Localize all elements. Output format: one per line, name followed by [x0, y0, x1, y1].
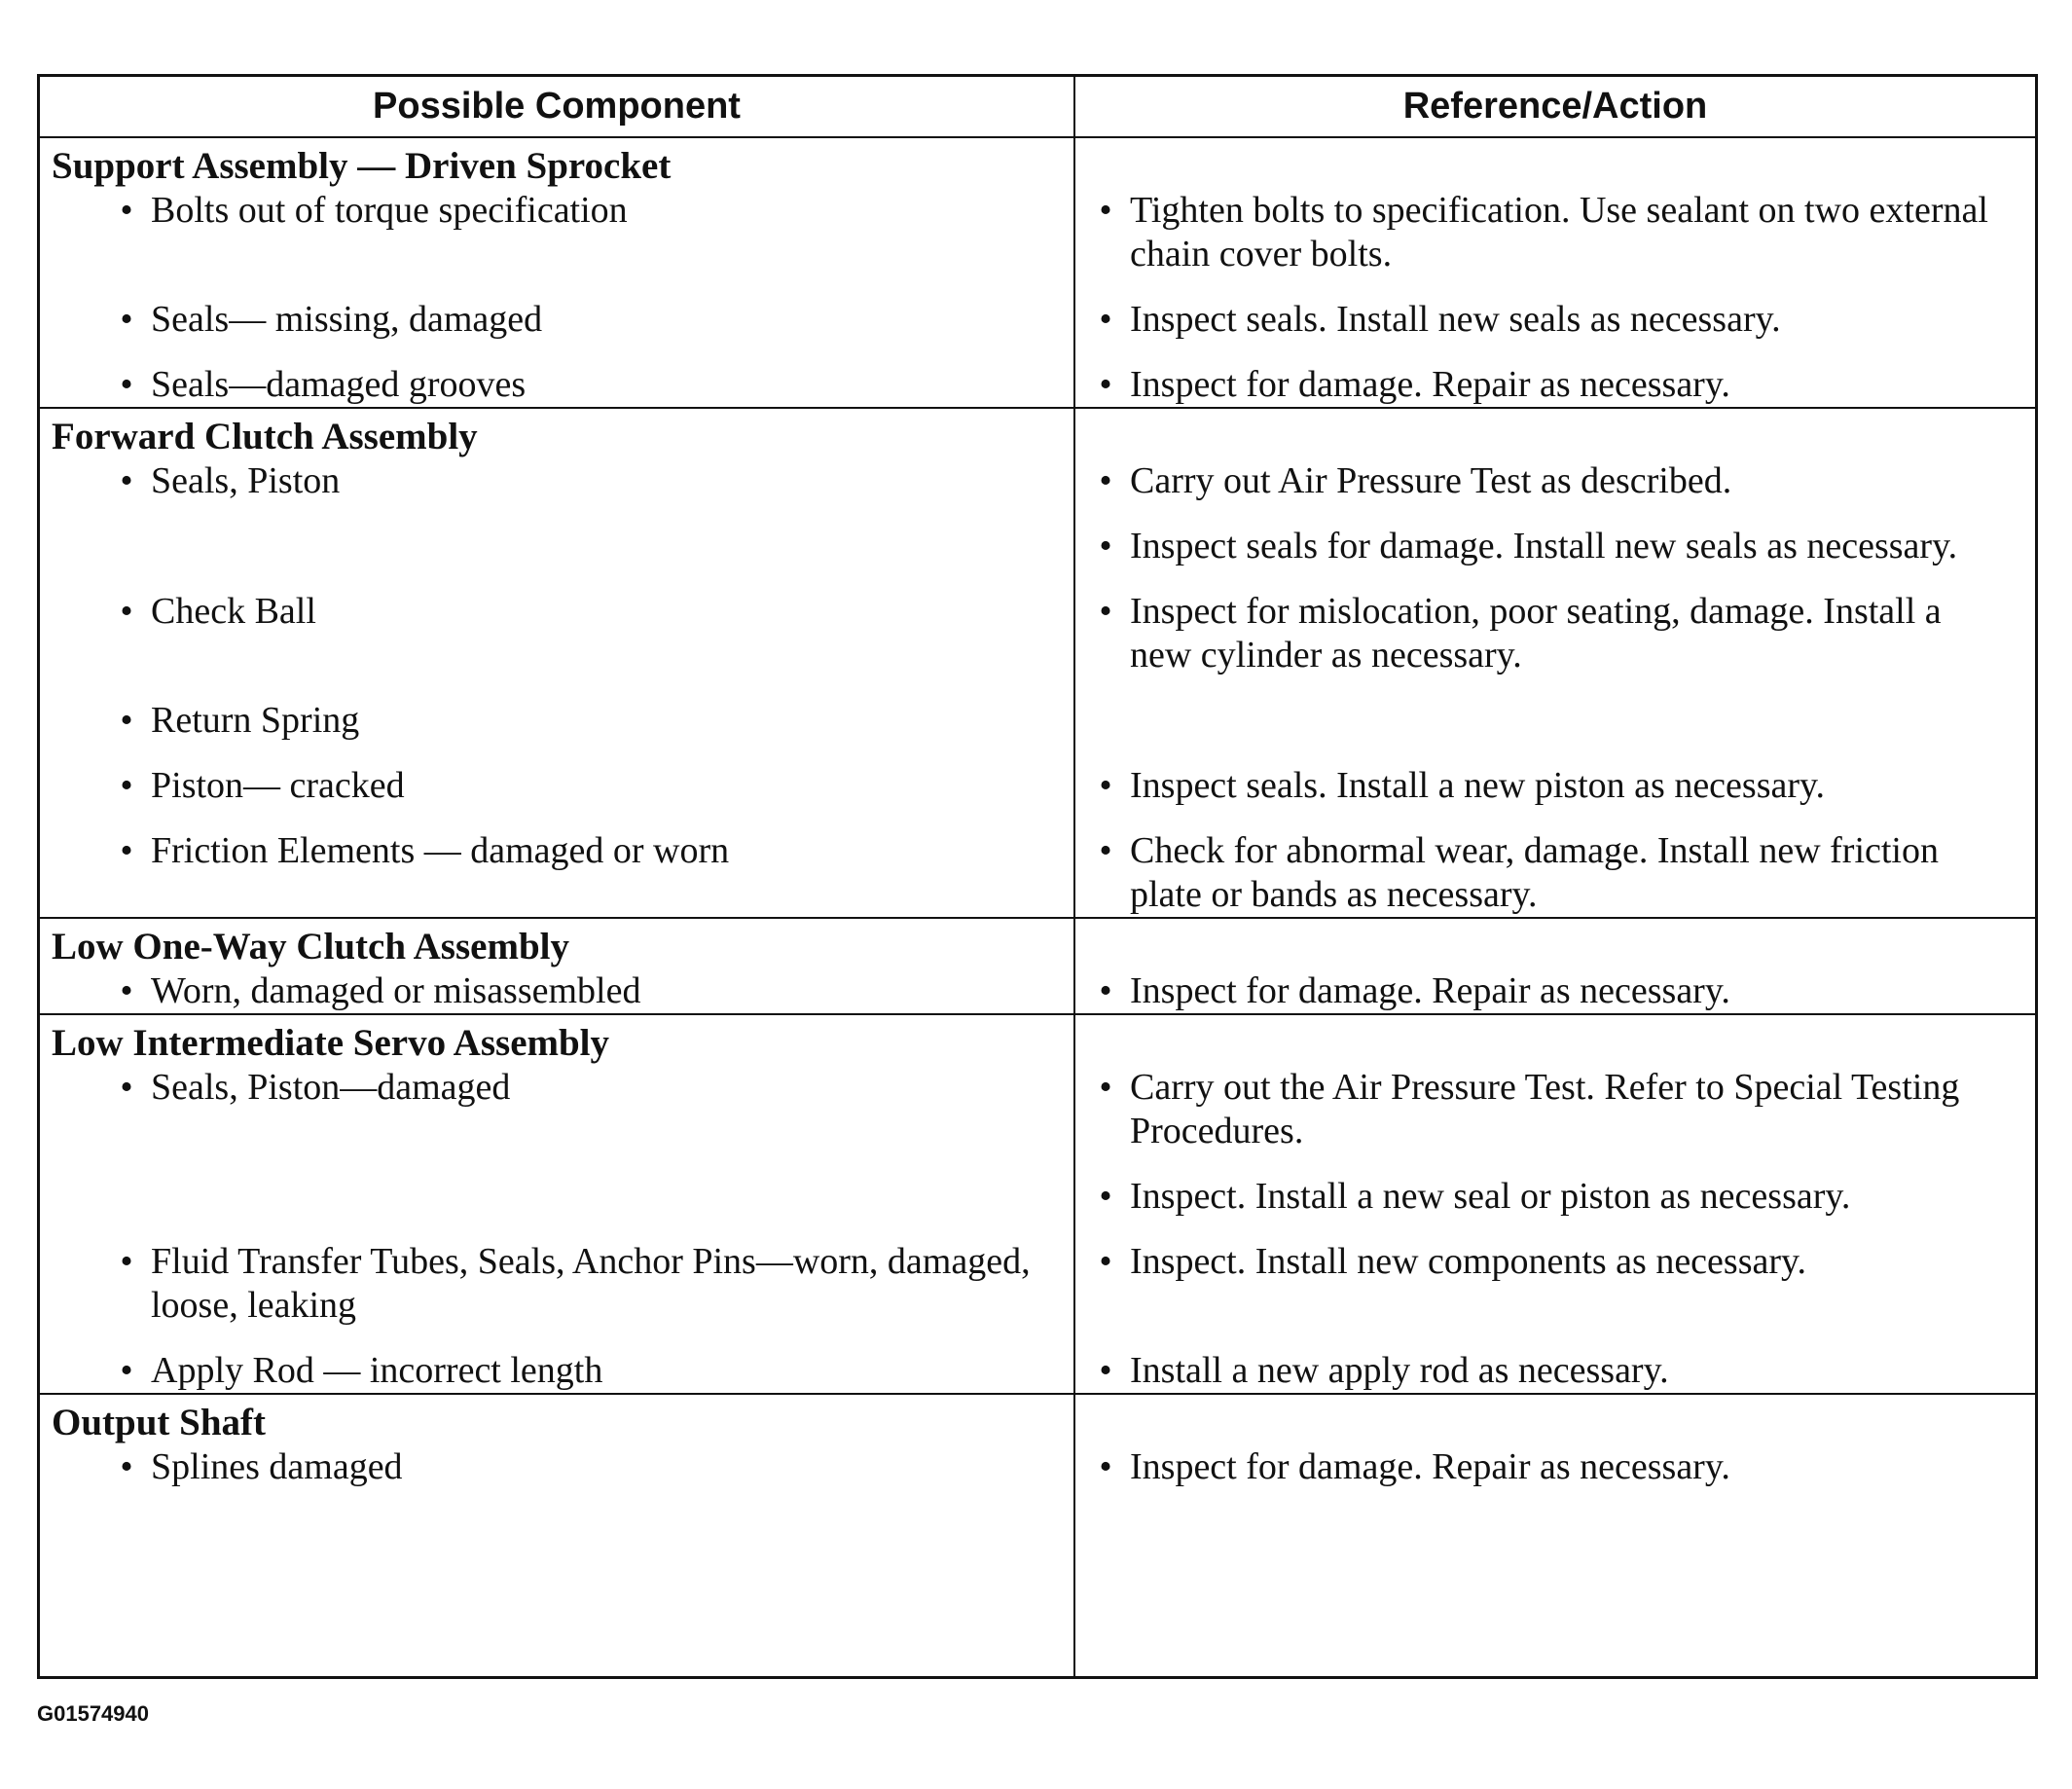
component-text: Return Spring [151, 700, 360, 741]
action-text: Inspect. Install a new seal or piston as necessary. [1130, 1176, 1851, 1217]
section-title: Low One-Way Clutch Assembly [52, 926, 569, 968]
action-item [1075, 590, 2035, 677]
section-low-intermediate-servo-assembly [40, 1015, 2035, 1395]
header-possible-component: Possible Component [40, 77, 1075, 136]
component-item [40, 298, 1073, 342]
component-text: Seals, Piston [151, 460, 341, 501]
bullet-icon: • [1099, 591, 1112, 632]
component-item [40, 1240, 1073, 1328]
action-text: Inspect. Install new components as necessary. [1130, 1241, 1807, 1282]
section-actions-cell [1075, 409, 2035, 917]
action-group [1075, 829, 2035, 917]
figure-id-caption: G01574940 [37, 1701, 149, 1726]
bullet-icon: • [120, 1350, 133, 1391]
bullet-icon: • [1099, 765, 1112, 806]
section-title-spacer [1075, 1021, 2035, 1066]
section-actions-cell [1075, 919, 2035, 1013]
bullet-icon: • [120, 830, 133, 871]
action-group [1075, 764, 2035, 808]
component-item [40, 189, 1073, 276]
bullet-icon: • [120, 1446, 133, 1487]
section-title: Low Intermediate Servo Assembly [52, 1022, 610, 1064]
section-actions-cell [1075, 1395, 2035, 1676]
action-group [1075, 363, 2035, 407]
action-group [1075, 590, 2035, 677]
component-item [40, 969, 1073, 1013]
component-text: Check Ball [151, 591, 316, 632]
bullet-icon: • [1099, 1241, 1112, 1282]
component-text: Friction Elements — damaged or worn [151, 830, 730, 871]
section-title-spacer [1075, 415, 2035, 459]
action-text: Inspect for damage. Repair as necessary. [1130, 970, 1730, 1011]
action-text: Tighten bolts to specification. Use sealant on two external chain cover bolts. [1130, 190, 1988, 274]
component-text: Seals, Piston—damaged [151, 1067, 511, 1108]
component-item [40, 459, 1073, 568]
bullet-icon: • [1099, 1067, 1112, 1108]
section-components-cell [40, 1015, 1075, 1393]
section-components-cell [40, 919, 1075, 1013]
bullet-icon: • [1099, 1176, 1112, 1217]
bullet-icon: • [120, 700, 133, 741]
action-text: Carry out the Air Pressure Test. Refer to Special Testing Procedures. [1130, 1067, 1960, 1151]
action-item [1075, 363, 2035, 407]
component-text: Fluid Transfer Tubes, Seals, Anchor Pins—worn, damaged, loose, leaking [151, 1241, 1031, 1326]
action-group [1075, 969, 2035, 1013]
troubleshooting-table [37, 74, 2038, 1679]
component-text: Piston— cracked [151, 765, 405, 806]
action-item [1075, 969, 2035, 1013]
action-text: Inspect seals. Install new seals as necessary. [1130, 299, 1781, 340]
bullet-icon: • [120, 970, 133, 1011]
component-text: Worn, damaged or misassembled [151, 970, 641, 1011]
section-title-spacer [1075, 1401, 2035, 1445]
bullet-icon: • [120, 299, 133, 340]
action-text: Install a new apply rod as necessary. [1130, 1350, 1669, 1391]
action-group [1075, 1349, 2035, 1393]
action-text: Inspect for mislocation, poor seating, damage. Install a new cylinder as necessary. [1130, 591, 1942, 675]
action-group [1075, 1445, 2035, 1489]
component-text: Seals—damaged grooves [151, 364, 527, 405]
component-item [40, 1445, 1073, 1489]
action-item [1075, 1066, 2035, 1153]
action-item [1075, 1175, 2035, 1219]
action-text: Inspect seals for damage. Install new seals as necessary. [1130, 526, 1958, 566]
action-group [1075, 459, 2035, 568]
bullet-icon: • [1099, 970, 1112, 1011]
bullet-icon: • [120, 364, 133, 405]
action-item [1075, 829, 2035, 917]
section-actions-cell [1075, 138, 2035, 407]
bullet-icon: • [120, 765, 133, 806]
section-components-cell [40, 1395, 1075, 1676]
section-support-assembly-driven-sprocket [40, 138, 2035, 409]
action-group [1075, 1240, 2035, 1328]
section-components-cell [40, 138, 1075, 407]
action-item [1075, 764, 2035, 808]
section-title: Support Assembly — Driven Sprocket [52, 145, 672, 187]
section-title-spacer [1075, 144, 2035, 189]
component-text: Splines damaged [151, 1446, 403, 1487]
section-title: Forward Clutch Assembly [52, 416, 478, 457]
action-text: Check for abnormal wear, damage. Install new friction plate or bands as necessary. [1130, 830, 1939, 915]
section-output-shaft [40, 1395, 2035, 1676]
component-item [40, 764, 1073, 808]
component-item [40, 590, 1073, 677]
action-text: Carry out Air Pressure Test as described. [1130, 460, 1732, 501]
action-item [1075, 1445, 2035, 1489]
action-item [1075, 459, 2035, 503]
bullet-icon: • [1099, 364, 1112, 405]
component-text: Apply Rod — incorrect length [151, 1350, 603, 1391]
action-group [1075, 189, 2035, 276]
action-item [1075, 298, 2035, 342]
section-actions-cell [1075, 1015, 2035, 1393]
action-item [1075, 1240, 2035, 1284]
action-group [1075, 298, 2035, 342]
bullet-icon: • [1099, 190, 1112, 231]
header-reference-action: Reference/Action [1402, 86, 1708, 127]
bullet-icon: • [120, 1241, 133, 1282]
component-item [40, 1066, 1073, 1219]
component-item [40, 1349, 1073, 1393]
component-item [40, 699, 1073, 743]
action-item [1075, 189, 2035, 276]
table-header-row [40, 77, 2035, 138]
bullet-icon: • [1099, 460, 1112, 501]
bullet-icon: • [1099, 830, 1112, 871]
bullet-icon: • [120, 591, 133, 632]
bullet-icon: • [120, 460, 133, 501]
section-title: Output Shaft [52, 1402, 266, 1443]
bullet-icon: • [1099, 526, 1112, 566]
component-item [40, 829, 1073, 917]
section-components-cell [40, 409, 1075, 917]
table-body [40, 138, 2035, 1676]
bullet-icon: • [120, 1067, 133, 1108]
section-title-spacer [1075, 925, 2035, 969]
action-group [1075, 699, 2035, 743]
action-group [1075, 1066, 2035, 1219]
component-text: Bolts out of torque specification [151, 190, 628, 231]
component-text: Seals— missing, damaged [151, 299, 543, 340]
bullet-icon: • [1099, 1350, 1112, 1391]
bullet-icon: • [120, 190, 133, 231]
action-text: Inspect seals. Install a new piston as necessary. [1130, 765, 1826, 806]
action-text: Inspect for damage. Repair as necessary. [1130, 364, 1730, 405]
action-text: Inspect for damage. Repair as necessary. [1130, 1446, 1730, 1487]
bullet-icon: • [1099, 1446, 1112, 1487]
component-item [40, 363, 1073, 407]
action-item [1075, 1349, 2035, 1393]
section-forward-clutch-assembly [40, 409, 2035, 919]
section-low-one-way-clutch-assembly [40, 919, 2035, 1015]
bullet-icon: • [1099, 299, 1112, 340]
action-item [1075, 525, 2035, 568]
